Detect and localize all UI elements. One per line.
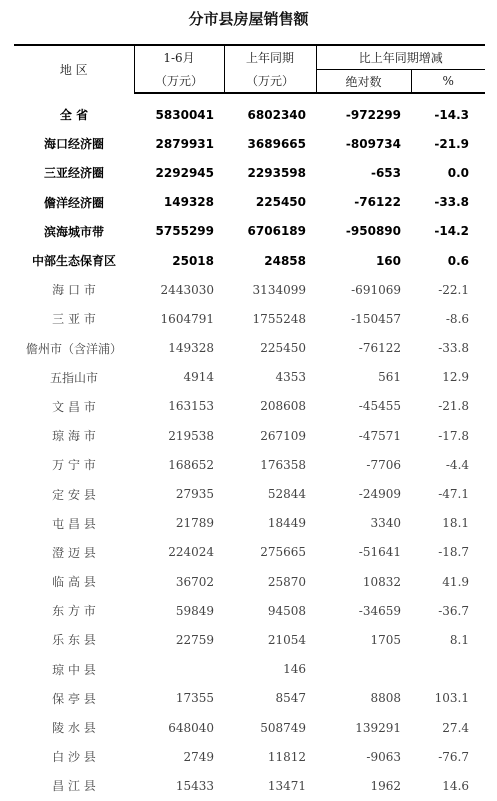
value-previous: 3134099 [252, 282, 306, 297]
value-current: 224024 [168, 545, 214, 560]
value-change-absolute: -950890 [345, 224, 401, 239]
value-change-percent: -18.7 [438, 545, 470, 560]
table-row [14, 217, 485, 246]
value-change-percent: 8.1 [449, 632, 470, 647]
value-change-percent: -4.4 [445, 457, 470, 472]
value-previous: 2293598 [247, 165, 306, 180]
value-change-percent: -76.7 [438, 749, 470, 764]
value-change-percent: -33.8 [438, 341, 470, 356]
region-name: 万 宁 市 [52, 458, 96, 473]
value-previous: 208608 [260, 399, 306, 414]
table-row [14, 479, 485, 508]
value-change-absolute: 561 [378, 370, 401, 385]
region-name: 乐 东 县 [52, 633, 96, 648]
value-change-absolute: -691069 [351, 282, 401, 297]
value-current: 2292945 [155, 165, 214, 180]
region-name: 陵 水 县 [52, 721, 96, 736]
value-current: 4914 [183, 370, 214, 385]
sales-table [14, 44, 485, 801]
table-row [14, 742, 485, 771]
value-change-absolute: 1705 [370, 632, 401, 647]
value-previous: 24858 [264, 253, 306, 268]
header-current: 1-6月 [134, 45, 224, 70]
value-change-percent: 0.0 [447, 165, 470, 180]
value-change-percent: 27.4 [442, 720, 470, 735]
table-row [14, 188, 485, 217]
value-change-absolute: -150457 [351, 311, 401, 326]
value-change-percent: 0.6 [447, 253, 470, 268]
value-previous: 225450 [260, 341, 306, 356]
value-change-percent: -8.6 [445, 311, 470, 326]
value-change-absolute: -45455 [358, 399, 401, 414]
value-current: 1604791 [160, 311, 214, 326]
value-change-percent: -14.2 [434, 224, 470, 239]
region-name: 中部生态保育区 [31, 254, 116, 269]
value-previous: 13471 [267, 778, 306, 793]
value-current: 2443030 [160, 282, 214, 297]
value-change-percent: -33.8 [434, 195, 470, 210]
header-change: 比上年同期增减 [316, 45, 485, 70]
value-current: 648040 [168, 720, 214, 735]
region-name: 东 方 市 [52, 604, 96, 619]
value-change-percent: 18.1 [442, 516, 470, 531]
value-previous: 1755248 [252, 311, 306, 326]
region-name: 三 亚 市 [52, 312, 96, 327]
region-name: 三亚经济圈 [43, 166, 104, 181]
region-name: 全 省 [59, 107, 89, 122]
value-change-absolute: -51641 [358, 545, 401, 560]
value-current: 22759 [175, 632, 214, 647]
table-row [14, 129, 485, 158]
value-change-absolute: -7706 [366, 457, 401, 472]
value-change-percent: 12.9 [442, 370, 470, 385]
table-row [14, 538, 485, 567]
header-current-unit: （万元） [134, 70, 224, 94]
region-name: 文 昌 市 [52, 399, 96, 414]
value-current: 27935 [175, 487, 214, 502]
table-row [14, 363, 485, 392]
region-name: 白 沙 县 [52, 750, 96, 765]
value-previous: 25870 [267, 574, 306, 589]
value-change-absolute: -47571 [358, 428, 401, 443]
value-previous: 508749 [260, 720, 306, 735]
value-previous: 3689665 [247, 136, 306, 151]
value-change-percent [411, 655, 485, 684]
value-current: 2879931 [155, 136, 214, 151]
value-change-absolute: 139291 [355, 720, 401, 735]
value-current: 168652 [168, 457, 214, 472]
value-change-percent: -17.8 [438, 428, 470, 443]
table-row [14, 93, 485, 129]
value-previous: 8547 [275, 691, 306, 706]
value-previous: 52844 [267, 487, 306, 502]
value-previous: 146 [283, 662, 306, 677]
value-change-percent: 41.9 [442, 574, 470, 589]
region-name: 澄 迈 县 [52, 545, 96, 560]
header-previous-unit: （万元） [224, 70, 316, 94]
table-row [14, 509, 485, 538]
value-change-absolute: -24909 [358, 487, 401, 502]
value-change-percent: -22.1 [438, 282, 470, 297]
header-change-absolute: 绝对数 [316, 70, 411, 94]
value-previous: 11812 [267, 749, 306, 764]
region-name: 海 口 市 [52, 283, 96, 298]
table-body [14, 93, 485, 801]
value-previous: 4353 [275, 370, 306, 385]
value-change-percent: 103.1 [434, 691, 470, 706]
value-current: 219538 [168, 428, 214, 443]
value-change-percent: 14.6 [442, 778, 470, 793]
value-change-absolute: -809734 [345, 136, 401, 151]
table-row [14, 246, 485, 275]
region-name: 儋洋经济圈 [43, 195, 104, 210]
value-change-absolute [316, 655, 411, 684]
value-previous: 225450 [255, 195, 306, 210]
table-row [14, 567, 485, 596]
value-change-percent: -14.3 [434, 107, 470, 122]
value-change-absolute: -34659 [358, 603, 401, 618]
value-current: 5755299 [155, 224, 214, 239]
page-title: 分市县房屋销售额 [188, 10, 309, 28]
value-current: 149328 [168, 341, 214, 356]
value-change-absolute: -76122 [358, 341, 401, 356]
region-name: 琼 海 市 [52, 429, 96, 444]
value-change-absolute: -972299 [345, 107, 401, 122]
value-change-percent: -47.1 [438, 487, 470, 502]
value-current: 15433 [175, 778, 214, 793]
table-row [14, 655, 485, 684]
table-row [14, 684, 485, 713]
region-name: 定 安 县 [52, 487, 96, 502]
table-header [14, 45, 485, 93]
region-name: 儋州市（含洋浦） [25, 341, 122, 356]
value-previous: 94508 [267, 603, 306, 618]
value-current: 36702 [175, 574, 214, 589]
value-previous: 6706189 [247, 224, 306, 239]
table-row [14, 304, 485, 333]
value-current: 163153 [168, 399, 214, 414]
value-change-absolute: 10832 [362, 574, 401, 589]
table-row [14, 450, 485, 479]
region-name: 屯 昌 县 [52, 516, 96, 531]
table-row [14, 421, 485, 450]
value-change-absolute: 8808 [370, 691, 401, 706]
value-current: 5830041 [155, 107, 214, 122]
value-previous: 21054 [267, 632, 306, 647]
region-name: 保 亭 县 [52, 691, 96, 706]
region-name: 五指山市 [49, 370, 98, 385]
value-current [134, 655, 224, 684]
value-previous: 275665 [260, 545, 306, 560]
header-change-percent: % [411, 70, 485, 94]
table-row [14, 625, 485, 654]
table-row [14, 713, 485, 742]
value-current: 25018 [172, 253, 214, 268]
value-current: 17355 [175, 691, 214, 706]
header-region: 地 区 [14, 45, 134, 93]
header-previous: 上年同期 [224, 45, 316, 70]
value-current: 149328 [163, 195, 214, 210]
value-previous: 6802340 [247, 107, 306, 122]
region-name: 滨海城市带 [43, 224, 104, 239]
value-previous: 18449 [267, 516, 306, 531]
value-change-absolute: -9063 [366, 749, 401, 764]
value-change-absolute: -653 [370, 165, 401, 180]
value-current: 59849 [175, 603, 214, 618]
value-previous: 267109 [260, 428, 306, 443]
value-change-percent: -21.8 [438, 399, 470, 414]
table-row [14, 596, 485, 625]
value-change-absolute: 3340 [370, 516, 401, 531]
table-row [14, 158, 485, 187]
table-row [14, 334, 485, 363]
value-current: 21789 [175, 516, 214, 531]
value-change-absolute: 160 [375, 253, 401, 268]
table-row [14, 275, 485, 304]
value-change-absolute: 1962 [370, 778, 401, 793]
region-name: 琼 中 县 [52, 662, 96, 677]
region-name: 海口经济圈 [43, 137, 104, 152]
value-change-percent: -21.9 [434, 136, 470, 151]
value-change-absolute: -76122 [354, 195, 401, 210]
value-change-percent: -36.7 [438, 603, 470, 618]
region-name: 临 高 县 [52, 575, 96, 590]
table-row [14, 771, 485, 800]
value-current: 2749 [183, 749, 214, 764]
region-name: 昌 江 县 [52, 779, 96, 794]
table-row [14, 392, 485, 421]
value-previous: 176358 [260, 457, 306, 472]
